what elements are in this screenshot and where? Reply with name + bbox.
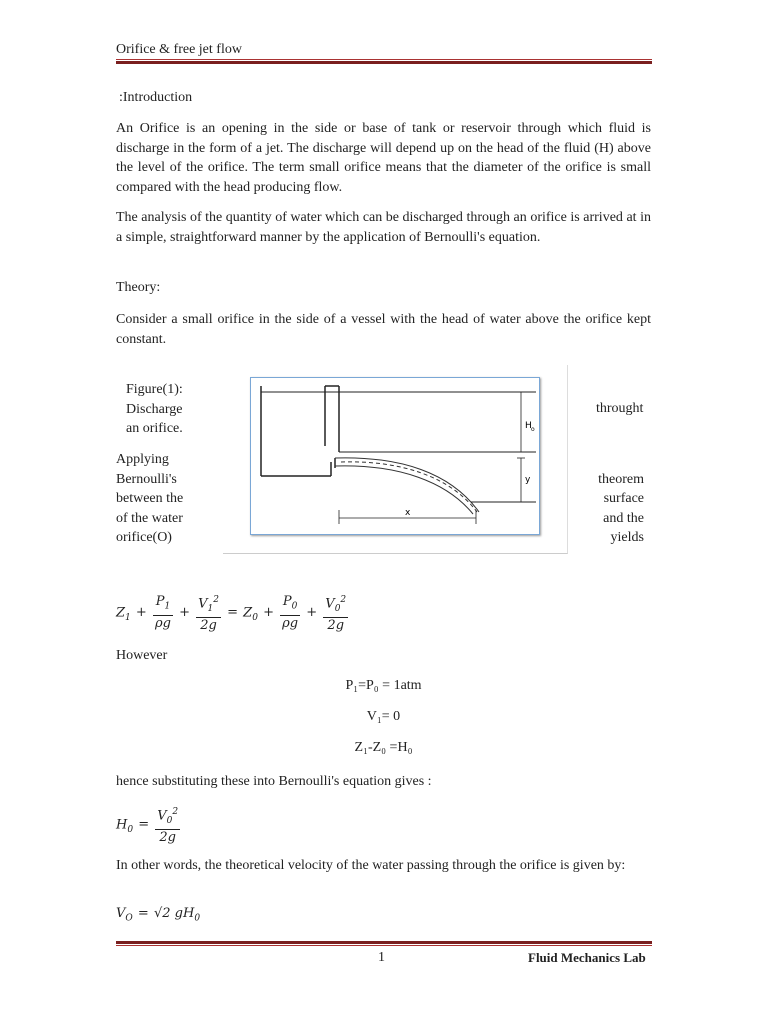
condition-height: Z₁-Z₀ =H₀ [354,740,413,755]
figure-caption-line: Figure(1): [126,382,183,397]
side-text-line: Applying [116,452,169,467]
figure-caption [126,380,183,439]
side-text-line: Bernoulli's [116,471,177,487]
side-text-line: yields [610,530,644,545]
side-text-left [116,450,183,548]
label-h0-sub: o [531,426,535,433]
intro-heading: :Introduction [119,90,193,105]
substitution-text: hence substituting these into Bernoulli's equation gives : [116,774,432,789]
paragraph-consider: Consider a small orifice in the side of a vessel with the head of water above the orifice kept constant. [116,312,651,347]
header-rule-thick [116,61,652,64]
theory-heading: Theory: [116,280,161,295]
side-text-line: between the [116,491,184,506]
figure-orifice-diagram [250,377,540,535]
side-text-line: orifice(O) [116,530,172,545]
condition-velocity: V₁= 0 [366,709,401,724]
footer-rule-thick [116,941,652,944]
label-x: x [405,508,411,518]
side-text-line: and the [603,510,644,526]
however-text: However [116,648,168,663]
side-text-line: surface [603,491,644,506]
label-y: y [525,475,531,485]
header-title: Orifice & free jet flow [116,42,242,57]
side-text-line: of the water [116,510,183,526]
header-rule-thin [116,59,652,60]
paragraph-analysis: The analysis of the quantity of water which can be discharged through an orifice is arrived at in a simple, straightforward manner by the application of Bernoulli's equation. [116,210,651,245]
orifice-diagram-svg [251,378,539,534]
footer-lab-name: Fluid Mechanics Lab [528,950,646,965]
velocity-equation: $V_O = √2$ $gH_0$ [116,906,201,924]
figure-caption-line: an orifice. [126,421,183,436]
figure-caption-right: throught [596,401,644,416]
head-equation: $H_0$ = $\frac{V_0^2}{2g}$ [116,804,181,846]
page-number: 1 [378,950,385,965]
condition-pressure: P₁=P₀ = 1atm [345,678,422,693]
bernoulli-equation: $Z_1$ + $\frac{P_1}{\rho g}$ + $\frac{V_1^2}{2g}$ = $Z_0$ + $\frac{P_0}{\rho g}$ + $\frac{V_0^2}{2g}$ [116,592,349,634]
side-text-right [593,470,644,548]
label-h0: H [525,421,532,431]
paragraph-intro: An Orifice is an opening in the side or base of tank or reservoir through which fluid is discharge in the form of a jet. The discharge will depend up on the head of the fluid (H) above the level of the orifice. The term small orifice means that the diameter of the orifice is small compared with the head producing flow. [116,121,651,195]
figure-caption-line: Discharge [126,401,183,417]
side-text-line: theorem [598,471,644,487]
other-words-text: In other words, the theoretical velocity of the water passing through the orifice is given by: [116,858,626,873]
footer-rule-thin [116,945,652,946]
